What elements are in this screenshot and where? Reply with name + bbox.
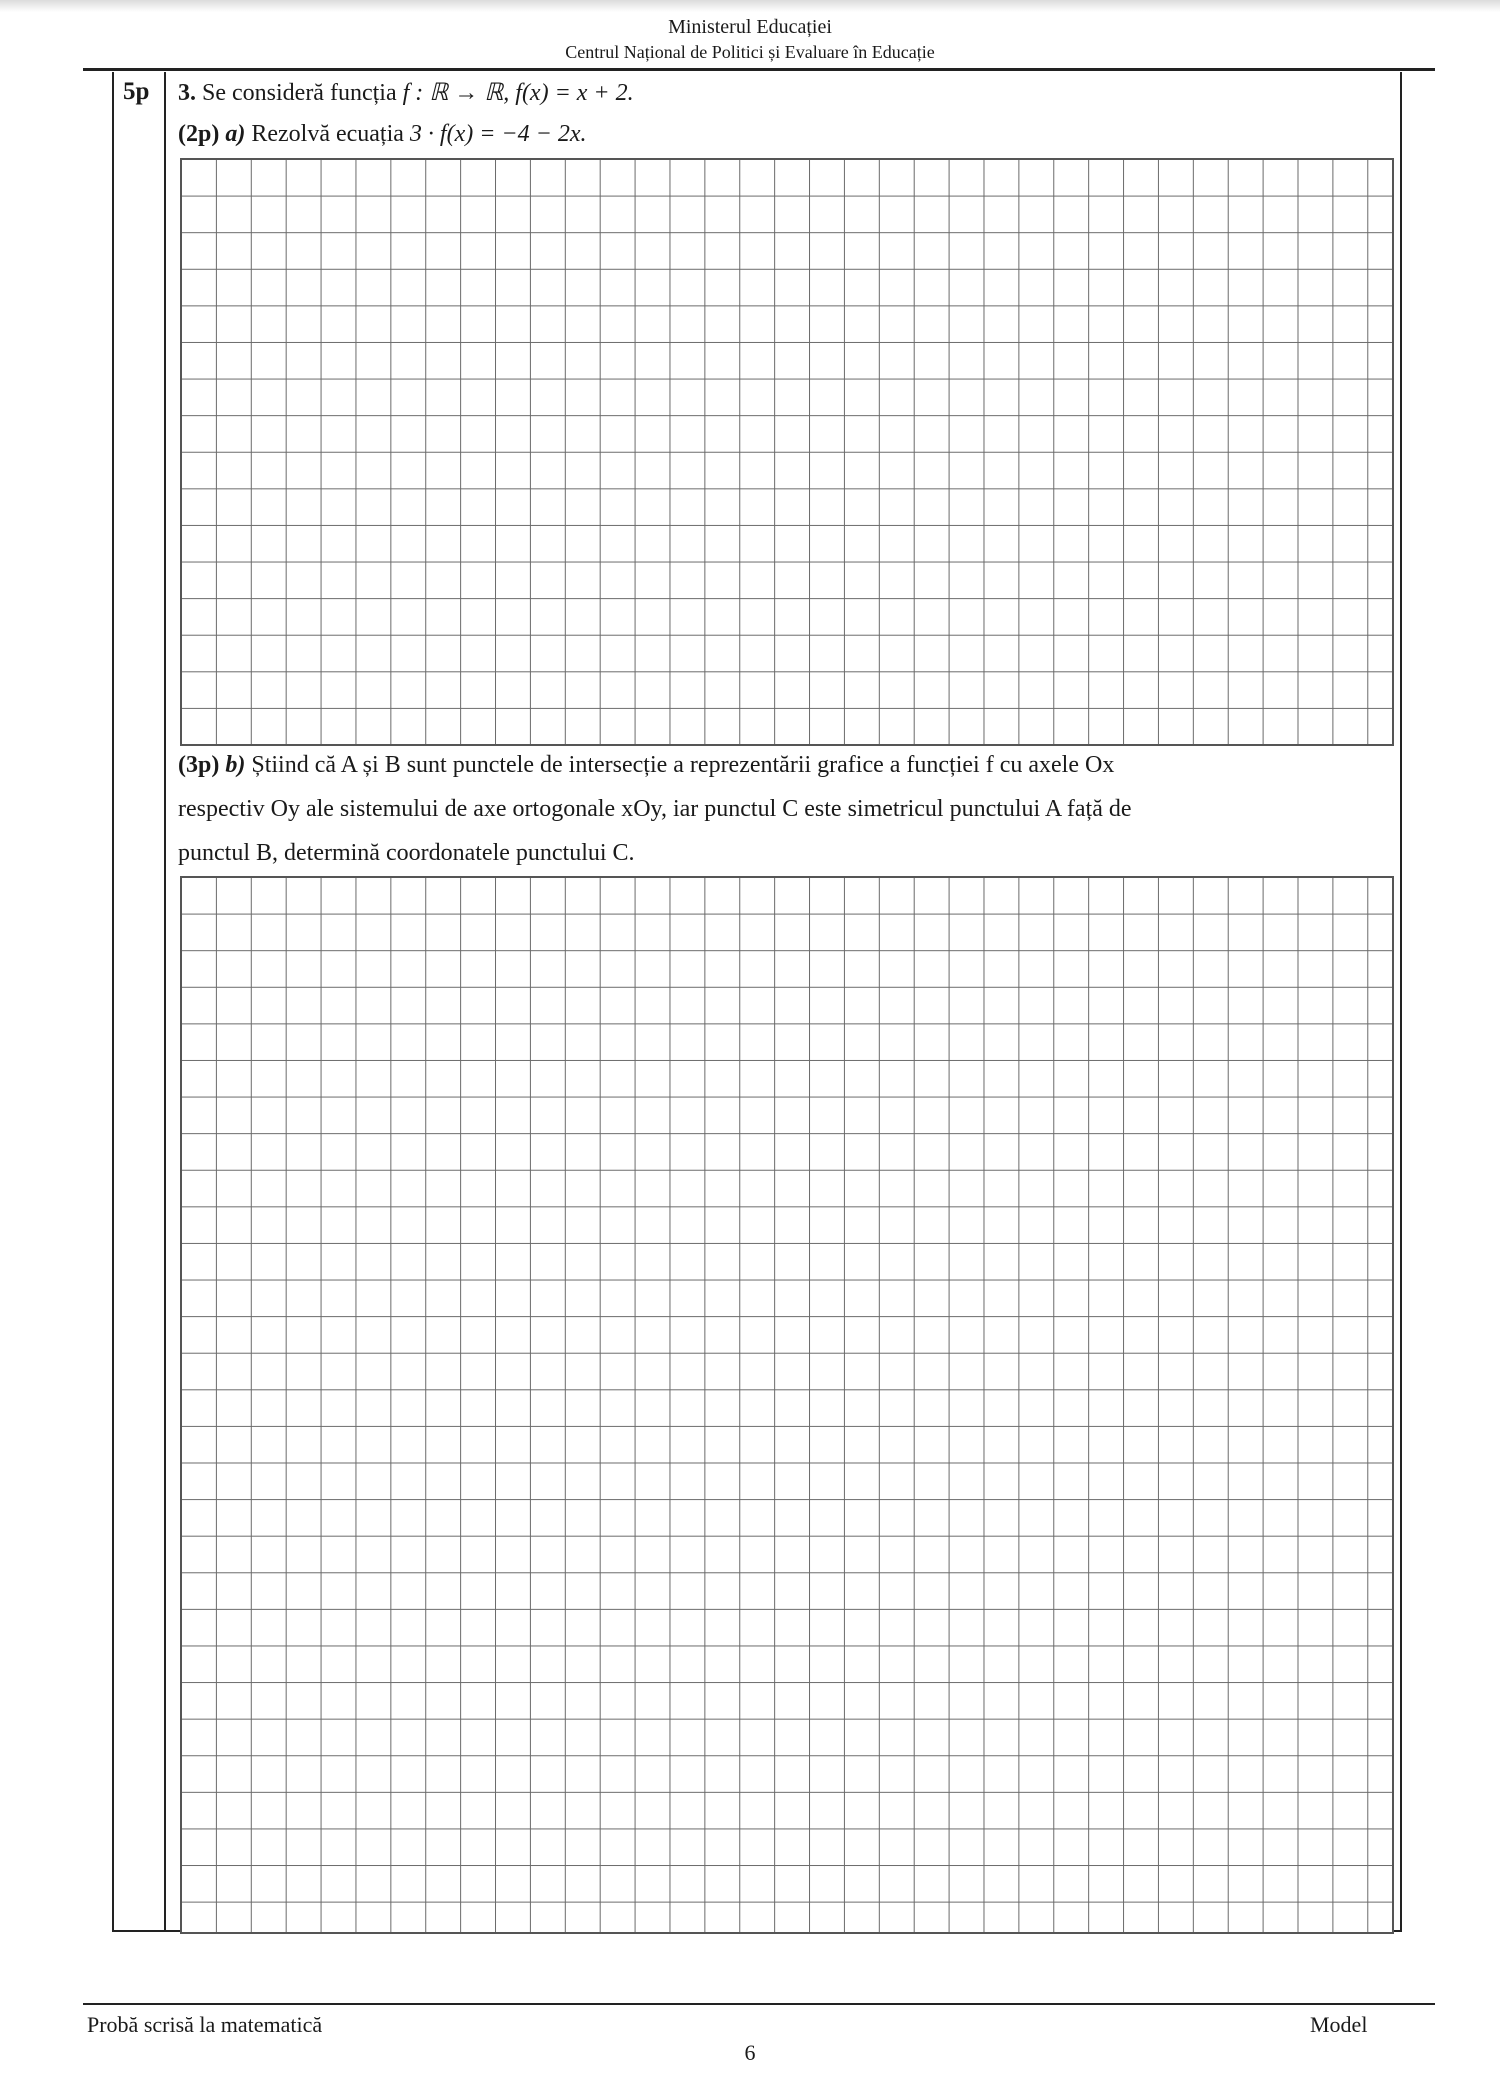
part-b-letter: b) xyxy=(225,752,246,778)
problem-number: 3. xyxy=(178,80,196,106)
points-column-separator xyxy=(164,72,166,1932)
part-b-points: (3p) xyxy=(178,752,220,778)
part-b-line3: punctul B, determină coordonatele punctului C. xyxy=(178,840,635,866)
part-a-text: Rezolvă ecuația xyxy=(251,121,404,147)
answer-grid-b[interactable] xyxy=(180,876,1394,1934)
answer-grid-a[interactable] xyxy=(180,158,1394,746)
problem-statement xyxy=(178,78,634,107)
footer-exam-name: Probă scrisă la matematică xyxy=(87,2012,323,2037)
header-rule xyxy=(83,68,1435,71)
part-b-text1: Știind că A și B sunt punctele de intersecție a reprezentării grafice a funcției f cu axele Ox xyxy=(251,752,1115,778)
part-b-line1 xyxy=(178,752,1114,779)
top-shadow-bar xyxy=(0,0,1500,12)
function-definition: f : ℝ → ℝ, f(x) = x + 2. xyxy=(402,80,634,106)
part-a-letter: a) xyxy=(225,121,246,147)
header-ministry: Ministerul Educației xyxy=(668,16,832,38)
page-number: 6 xyxy=(744,2040,756,2065)
footer-rule xyxy=(83,2003,1435,2005)
part-b-line2: respectiv Oy ale sistemului de axe ortogonale xOy, iar punctul C este simetricul punctului A față de xyxy=(178,796,1132,822)
problem-intro: Se consideră funcția xyxy=(202,80,397,106)
part-a-equation: 3 · f(x) = −4 − 2x. xyxy=(409,121,587,147)
part-a-points: (2p) xyxy=(178,121,220,147)
footer-model-label: Model xyxy=(1310,2012,1368,2037)
header-center: Centrul Național de Politici și Evaluare în Educație xyxy=(565,42,935,62)
part-a-statement xyxy=(178,121,586,148)
problem-points: 5p xyxy=(123,78,150,105)
